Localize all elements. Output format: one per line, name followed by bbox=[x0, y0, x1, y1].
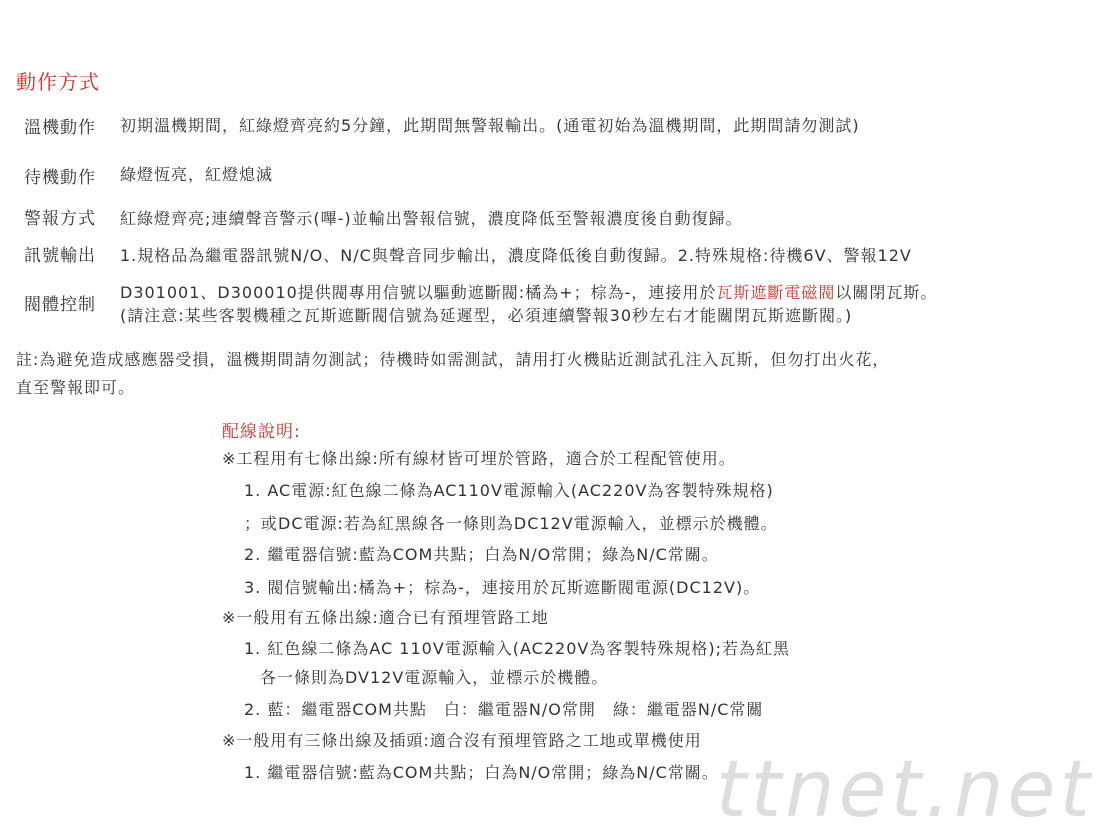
wiring-line-2: 1. AC電源:紅色線二條為AC110V電源輸入(AC220V為客製特殊規格) bbox=[244, 481, 774, 500]
row-label-signal: 訊號輸出 bbox=[24, 246, 96, 266]
wiring-line-10: ※一般用有三條出線及插頭:適合沒有預埋管路之工地或單機使用 bbox=[222, 731, 702, 750]
row-label-warmup: 溫機動作 bbox=[24, 118, 96, 138]
note-line1: 註:為避免造成感應器受損，溫機期間請勿測試；待機時如需測試，請用打火機貼近測試孔注入瓦斯，但勿打出火花， bbox=[16, 350, 890, 369]
valve-text-a: D301001、D300010提供閥專用信號以驅動遮斷閥:橘為+；棕為-，連接用於 bbox=[120, 283, 717, 302]
row-label-valve: 閥體控制 bbox=[24, 295, 96, 315]
wiring-line-3: ；或DC電源:若為紅黑線各一條則為DC12V電源輸入，並標示於機體。 bbox=[244, 514, 778, 533]
section-title: 動作方式 bbox=[16, 70, 100, 94]
row-text-signal: 1.規格品為繼電器訊號N/O、N/C與聲音同步輸出，濃度降低後自動復歸。2.特殊規格:待機6V、警報12V bbox=[120, 246, 912, 265]
wiring-line-8: 各一條則為DV12V電源輸入，並標示於機體。 bbox=[260, 668, 609, 687]
row-text-valve-line1 bbox=[120, 280, 937, 303]
valve-highlight: 瓦斯遮斷電磁閥 bbox=[716, 283, 836, 302]
wiring-line-9: 2. 藍：繼電器COM共點 白：繼電器N/O常開 綠：繼電器N/C常關 bbox=[244, 700, 764, 719]
row-text-valve-line2: (請注意:某些客製機種之瓦斯遮斷閥信號為延遲型，必須連續警報30秒左右才能關閉瓦斯遮斷閥。) bbox=[120, 306, 853, 325]
row-text-alarm: 紅綠燈齊亮;連續聲音警示(嗶-)並輸出警報信號，濃度降低至警報濃度後自動復歸。 bbox=[120, 209, 743, 228]
row-text-warmup: 初期溫機期間，紅綠燈齊亮約5分鐘，此期間無警報輸出。(通電初始為溫機期間，此期間請勿測試) bbox=[120, 116, 860, 135]
wiring-title: 配線說明: bbox=[222, 422, 301, 442]
row-text-standby: 綠燈恆亮，紅燈熄滅 bbox=[120, 165, 274, 184]
wiring-line-11: 1. 繼電器信號:藍為COM共點；白為N/O常開；綠為N/C常關。 bbox=[244, 763, 719, 782]
wiring-line-7: 1. 紅色線二條為AC 110V電源輸入(AC220V為客製特殊規格);若為紅黑 bbox=[244, 639, 790, 658]
watermark-logo: ttnet.net bbox=[716, 745, 1094, 835]
wiring-line-5: 3. 閥信號輸出:橘為+；棕為-，連接用於瓦斯遮斷閥電源(DC12V)。 bbox=[244, 578, 761, 597]
wiring-line-6: ※一般用有五條出線:適合已有預埋管路工地 bbox=[222, 608, 549, 627]
row-label-alarm: 警報方式 bbox=[24, 209, 96, 229]
note-line2: 直至警報即可。 bbox=[16, 378, 136, 397]
wiring-line-1: ※工程用有七條出線:所有線材皆可埋於管路，適合於工程配管使用。 bbox=[222, 449, 736, 468]
row-label-standby: 待機動作 bbox=[24, 168, 96, 188]
wiring-line-4: 2. 繼電器信號:藍為COM共點；白為N/O常開；綠為N/C常關。 bbox=[244, 545, 719, 564]
valve-text-b: 以關閉瓦斯。 bbox=[835, 283, 938, 302]
